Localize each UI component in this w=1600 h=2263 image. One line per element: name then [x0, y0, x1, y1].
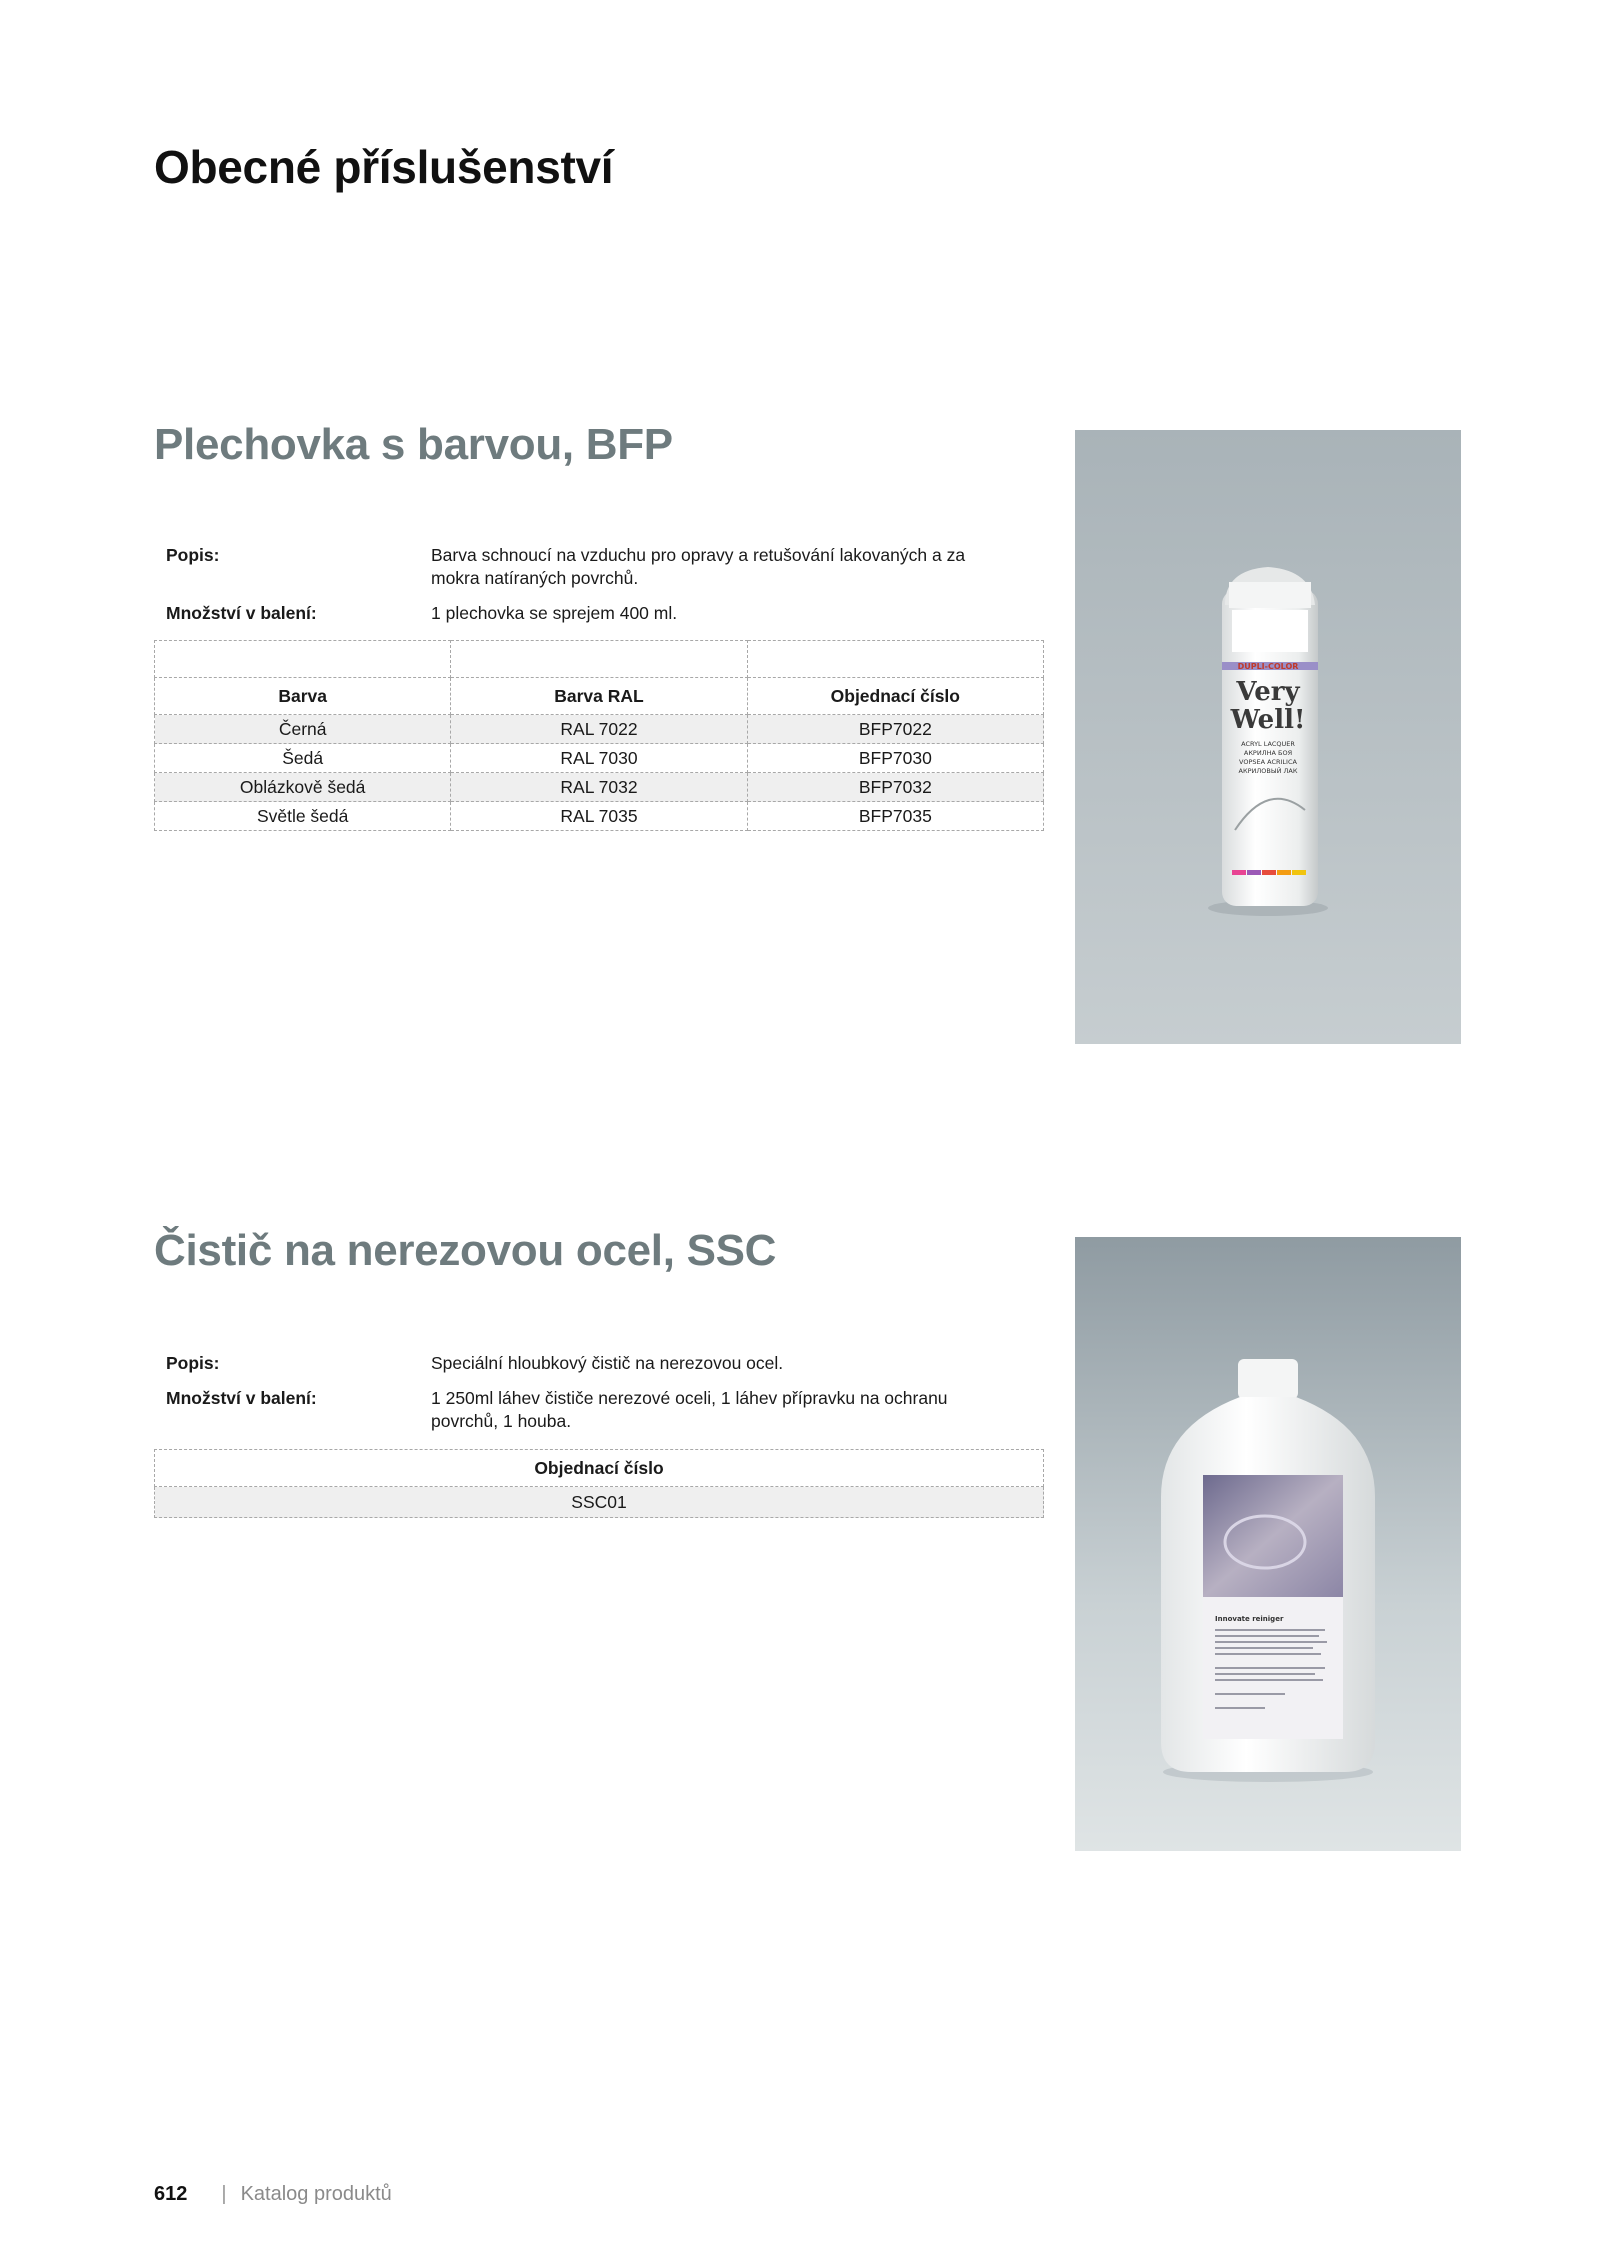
page-number: 612 — [154, 2183, 188, 2205]
cell-color: Šedá — [155, 744, 451, 773]
cell-ral: RAL 7022 — [451, 715, 747, 744]
column-header-ral: Barva RAL — [451, 678, 747, 715]
cell-ral: RAL 7032 — [451, 773, 747, 802]
spec-list-ssc — [154, 1352, 1044, 1445]
section-title-ssc: Čistič na nerezovou ocel, SSC — [154, 1226, 777, 1275]
page-footer — [154, 2183, 392, 2206]
cell-order-number: BFP7035 — [747, 802, 1043, 831]
spray-can-image — [1075, 430, 1461, 1044]
spec-row-quantity — [154, 1387, 1044, 1433]
spec-value: Barva schnoucí na vzduchu pro opravy a retušování lakovaných a za mokra natíraných povrchů. — [431, 545, 966, 588]
cell-color: Světle šedá — [155, 802, 451, 831]
section-title-bfp: Plechovka s barvou, BFP — [154, 420, 673, 469]
bottle-label-heading: Innovate reiniger — [1215, 1615, 1284, 1623]
spec-row-quantity — [154, 602, 1044, 625]
spec-value: 1 plechovka se sprejem 400 ml. — [431, 603, 678, 623]
order-table-ssc — [154, 1449, 1044, 1518]
spray-can-photo — [1075, 430, 1461, 1044]
table-row — [155, 802, 1044, 831]
can-brand-text: DUPLI-COLOR — [1237, 662, 1299, 671]
spec-value: 1 250ml láhev čističe nerezové oceli, 1 láhev přípravku na ochranu povrchů, 1 houba. — [431, 1388, 948, 1431]
can-sub-line1: ACRYL LACQUER — [1241, 740, 1295, 748]
spec-label: Množství v balení: — [166, 603, 317, 623]
table-row — [155, 1487, 1044, 1518]
can-logo-line1: Very — [1236, 677, 1300, 707]
can-logo-line2: Well! — [1230, 705, 1306, 735]
can-sub-line3: VOPSEA ACRILICA — [1239, 758, 1297, 766]
spec-label: Popis: — [166, 545, 220, 565]
cleaner-bottle-image — [1075, 1237, 1461, 1851]
cleaner-bottle-photo — [1075, 1237, 1461, 1851]
cell-color: Oblázkově šedá — [155, 773, 451, 802]
spec-row-description — [154, 1352, 1044, 1375]
table-row — [155, 715, 1044, 744]
cell-order-number: BFP7022 — [747, 715, 1043, 744]
footer-separator: | — [221, 2183, 227, 2205]
cell-order-number: SSC01 — [155, 1487, 1044, 1518]
cell-ral: RAL 7030 — [451, 744, 747, 773]
cell-ral: RAL 7035 — [451, 802, 747, 831]
cell-color: Černá — [155, 715, 451, 744]
spec-row-description — [154, 544, 1044, 590]
table-row — [155, 744, 1044, 773]
catalog-name: Katalog produktů — [240, 2183, 392, 2205]
table-row — [155, 773, 1044, 802]
column-header-order-number: Objednací číslo — [747, 678, 1043, 715]
cell-order-number: BFP7032 — [747, 773, 1043, 802]
column-header-order-number: Objednací číslo — [155, 1450, 1044, 1487]
spec-label: Popis: — [166, 1353, 220, 1373]
table-spacer-row — [155, 641, 1044, 678]
color-table — [154, 640, 1044, 831]
spec-value: Speciální hloubkový čistič na nerezovou ocel. — [431, 1353, 784, 1373]
spec-label: Množství v balení: — [166, 1388, 317, 1408]
spec-list-bfp — [154, 544, 1044, 637]
page-title: Obecné příslušenství — [154, 141, 614, 193]
cell-order-number: BFP7030 — [747, 744, 1043, 773]
table-header-row — [155, 678, 1044, 715]
can-sub-line4: АКРИЛОВЫЙ ЛАК — [1238, 767, 1298, 775]
table-header-row — [155, 1450, 1044, 1487]
can-sub-line2: АКРИЛНА БОЯ — [1243, 749, 1293, 757]
column-header-color: Barva — [155, 678, 451, 715]
